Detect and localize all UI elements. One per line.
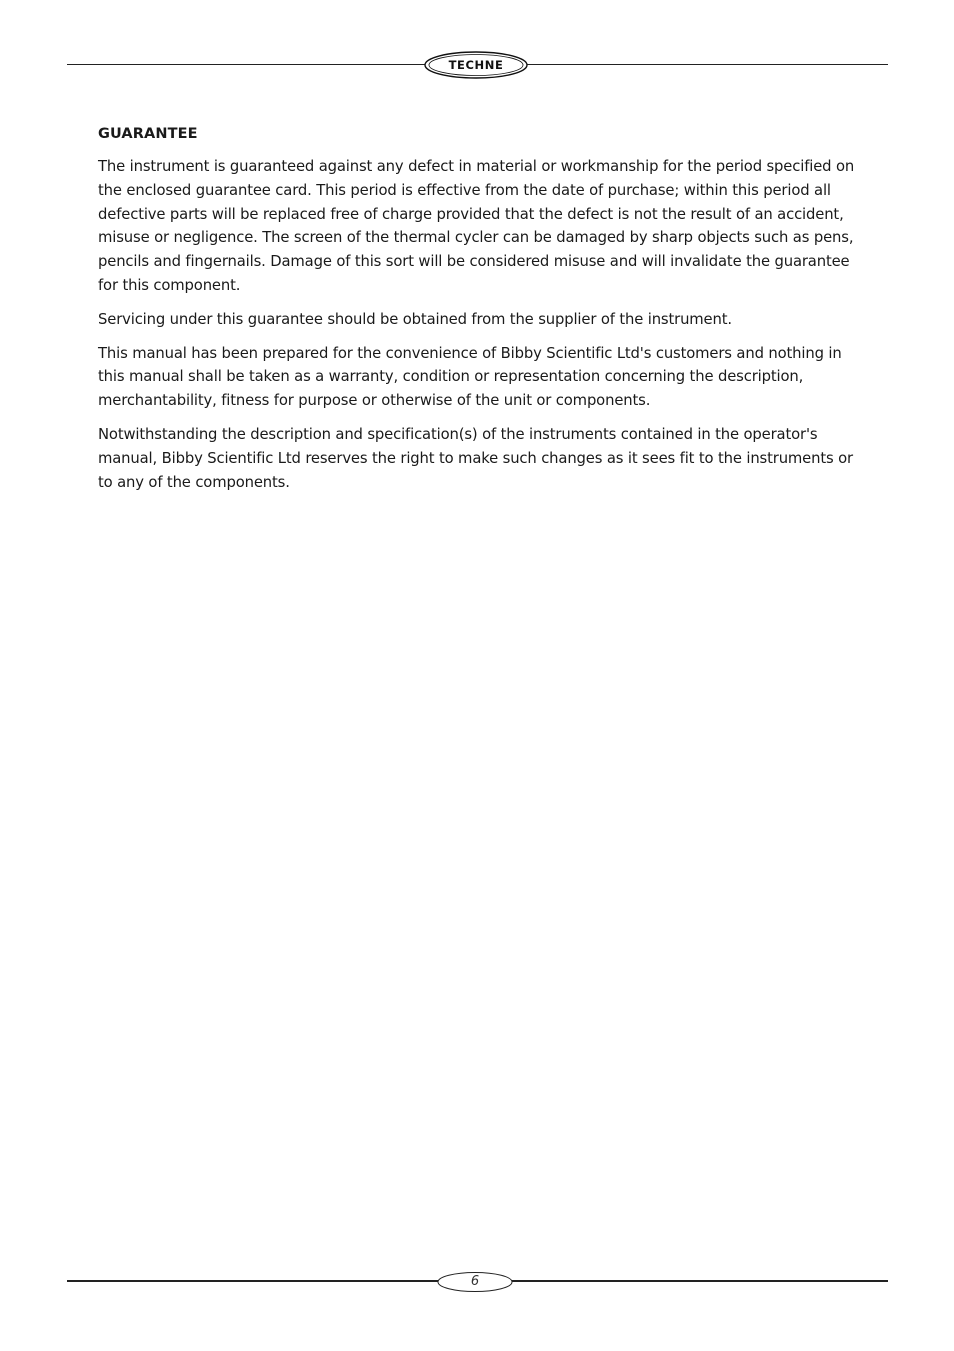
paragraph-specification-changes: Notwithstanding the description and specification(s) of the instruments contained in the operator's manual, Bibby Scientific Ltd reserves the right to make such changes as it sees fit to the instruments or to any of the components. (98, 425, 853, 491)
paragraph-guarantee-terms: The instrument is guaranteed against any defect in material or workmanship for the period specified on the enclosed guarantee card. This period is effective from the date of purchase; within this period all defective parts will be replaced free of charge provided that the defect is not the result of an accident, misuse or negligence. The screen of the thermal cycler can be damaged by sharp objects such as pens, pencils and fingernails. Damage of this sort will be considered misuse and will invalidate the guarantee for this component. (98, 158, 855, 294)
page-number: 6 (470, 1274, 480, 1289)
paragraph-manual-disclaimer: This manual has been prepared for the convenience of Bibby Scientific Ltd's customers and nothing in this manual shall be taken as a warranty, condition or representation concerning the description, merchantability, fitness for purpose or otherwise of the unit or components. (98, 344, 842, 410)
paragraph-servicing: Servicing under this guarantee should be obtained from the supplier of the instrument. (98, 310, 732, 328)
logo-text: TECHNE (448, 58, 504, 73)
section-heading: GUARANTEE (98, 126, 198, 142)
guarantee-section (98, 126, 858, 504)
techne-logo (424, 51, 528, 79)
page-number-badge (436, 1271, 514, 1293)
